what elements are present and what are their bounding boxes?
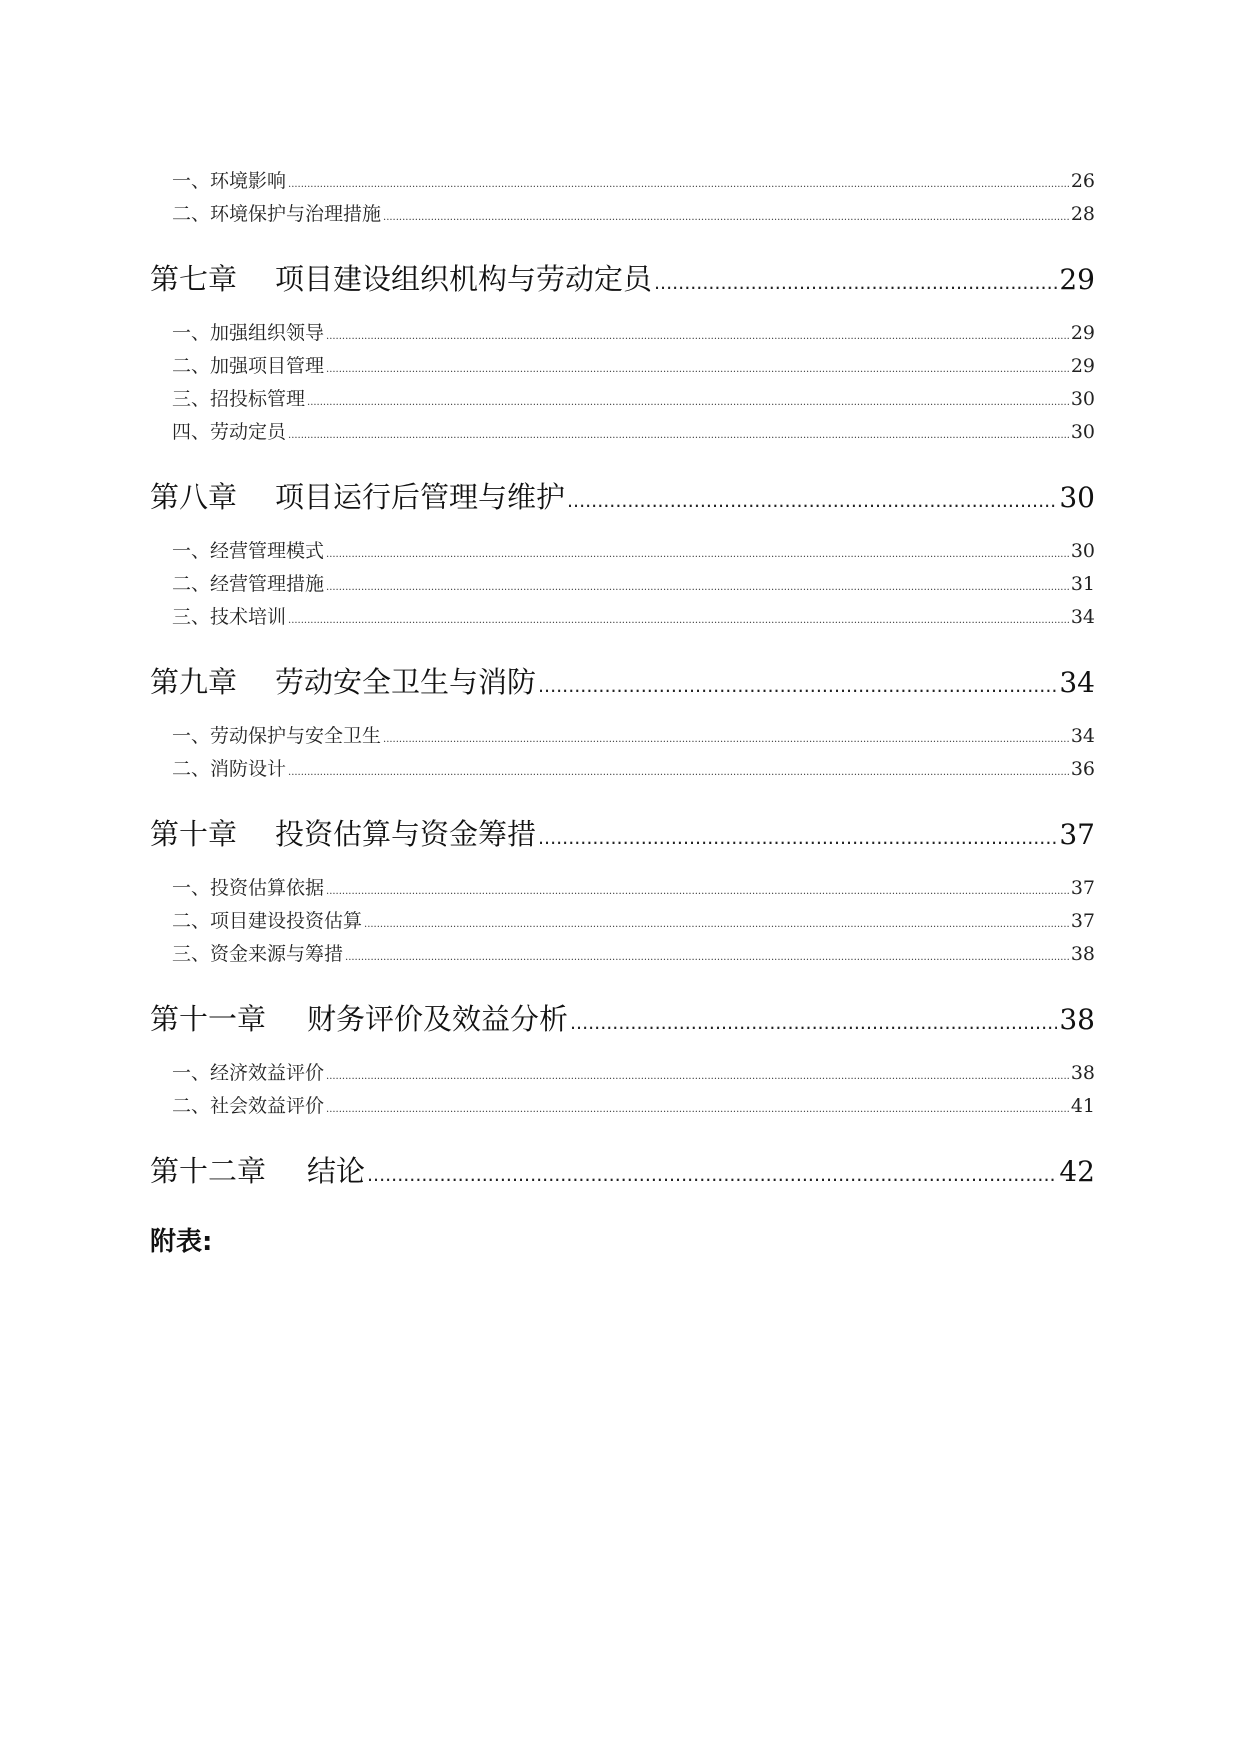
- toc-chapter-page: 37: [1059, 818, 1095, 851]
- toc-chapter-heading: [150, 473, 565, 521]
- toc-chapter-7[interactable]: [150, 255, 1095, 303]
- toc-entry-page: 37: [1070, 910, 1095, 932]
- toc-chapter-heading: [150, 995, 568, 1043]
- toc-entry-page: 34: [1070, 725, 1095, 747]
- toc-entry[interactable]: [150, 568, 1095, 601]
- toc-entry-label: 一、经营管理模式: [172, 540, 325, 562]
- toc-entry-page: 30: [1070, 540, 1095, 562]
- appendix-heading: 附表:: [150, 1227, 213, 1257]
- toc-chapter-page: 42: [1059, 1155, 1095, 1188]
- toc-chapter-number: 第七章: [150, 262, 238, 296]
- toc-chapter-9[interactable]: [150, 658, 1095, 706]
- toc-entry-page: 29: [1070, 355, 1095, 377]
- toc-leader-dots: [383, 201, 1069, 234]
- toc-leader-dots: [364, 908, 1069, 941]
- toc-entry[interactable]: [150, 535, 1095, 568]
- toc-entry-label: 二、环境保护与治理措施: [172, 203, 382, 225]
- toc-chapter-title: 项目运行后管理与维护: [275, 480, 566, 514]
- toc-entry[interactable]: [150, 165, 1095, 198]
- toc-entry[interactable]: [150, 1057, 1095, 1090]
- toc-entry[interactable]: [150, 1090, 1095, 1123]
- toc-chapter-page: 30: [1059, 481, 1095, 514]
- toc-entry-label: 二、项目建设投资估算: [172, 910, 363, 932]
- toc-entry-page: 41: [1070, 1095, 1095, 1117]
- toc-leader-dots: [654, 259, 1057, 307]
- toc-chapter-heading: [150, 810, 536, 858]
- toc-leader-dots: [326, 1093, 1069, 1126]
- toc-entry[interactable]: [150, 317, 1095, 350]
- toc-entry-label: 二、经营管理措施: [172, 573, 325, 595]
- toc-leader-dots: [538, 814, 1057, 862]
- toc-chapter-number: 第八章: [150, 480, 238, 514]
- toc-entry[interactable]: [150, 198, 1095, 231]
- toc-entry[interactable]: [150, 753, 1095, 786]
- toc-chapter-number: 第十二章: [150, 1154, 267, 1188]
- toc-entry[interactable]: [150, 905, 1095, 938]
- toc-entry-label: 一、加强组织领导: [172, 322, 325, 344]
- toc-leader-dots: [367, 1151, 1057, 1199]
- toc-chapter-page: 29: [1059, 263, 1095, 296]
- toc-entry-page: 28: [1070, 203, 1095, 225]
- toc-leader-dots: [307, 386, 1069, 419]
- toc-chapter-heading: [150, 255, 652, 303]
- toc-chapter-heading: [150, 1147, 365, 1195]
- toc-leader-dots: [288, 168, 1069, 201]
- toc-chapter-page: 38: [1059, 1003, 1095, 1036]
- toc-entry-page: 38: [1070, 943, 1095, 965]
- toc-entry-label: 四、劳动定员: [172, 421, 287, 443]
- toc-entry-label: 一、经济效益评价: [172, 1062, 325, 1084]
- toc-entry-page: 34: [1070, 606, 1095, 628]
- toc-entry-label: 三、资金来源与筹措: [172, 943, 344, 965]
- toc-entry-page: 30: [1070, 388, 1095, 410]
- toc-chapter-page: 34: [1059, 666, 1095, 699]
- toc-leader-dots: [326, 571, 1069, 604]
- toc-leader-dots: [326, 353, 1069, 386]
- toc-leader-dots: [288, 604, 1069, 637]
- toc-chapter-title: 项目建设组织机构与劳动定员: [275, 262, 653, 296]
- toc-leader-dots: [326, 320, 1069, 353]
- toc-leader-dots: [567, 477, 1057, 525]
- toc-chapter-title: 结论: [307, 1154, 366, 1188]
- toc-chapter-11[interactable]: [150, 995, 1095, 1043]
- toc-leader-dots: [383, 723, 1069, 756]
- toc-entry-label: 一、投资估算依据: [172, 877, 325, 899]
- toc-entry-page: 31: [1070, 573, 1095, 595]
- toc-entry-label: 三、招投标管理: [172, 388, 306, 410]
- toc-leader-dots: [288, 419, 1069, 452]
- toc-entry-page: 37: [1070, 877, 1095, 899]
- toc-entry-label: 一、劳动保护与安全卫生: [172, 725, 382, 747]
- toc-leader-dots: [345, 941, 1069, 974]
- toc-entry-label: 三、技术培训: [172, 606, 287, 628]
- toc-leader-dots: [288, 756, 1069, 789]
- toc-chapter-title: 财务评价及效益分析: [307, 1002, 569, 1036]
- toc-chapter-title: 劳动安全卫生与消防: [275, 665, 537, 699]
- table-of-contents: [150, 165, 1095, 1258]
- toc-entry[interactable]: [150, 416, 1095, 449]
- toc-chapter-12[interactable]: [150, 1147, 1095, 1195]
- toc-entry-label: 二、消防设计: [172, 758, 287, 780]
- toc-leader-dots: [326, 875, 1069, 908]
- toc-entry[interactable]: [150, 872, 1095, 905]
- toc-entry-page: 30: [1070, 421, 1095, 443]
- toc-leader-dots: [326, 1060, 1069, 1093]
- toc-entry[interactable]: [150, 720, 1095, 753]
- toc-chapter-10[interactable]: [150, 810, 1095, 858]
- toc-entry-page: 36: [1070, 758, 1095, 780]
- toc-chapter-number: 第十一章: [150, 1002, 267, 1036]
- toc-entry-page: 26: [1070, 170, 1095, 192]
- toc-entry[interactable]: [150, 350, 1095, 383]
- toc-chapter-number: 第十章: [150, 817, 238, 851]
- toc-entry[interactable]: [150, 938, 1095, 971]
- toc-chapter-title: 投资估算与资金筹措: [275, 817, 537, 851]
- toc-entry-label: 一、环境影响: [172, 170, 287, 192]
- toc-entry-page: 29: [1070, 322, 1095, 344]
- toc-entry-label: 二、加强项目管理: [172, 355, 325, 377]
- toc-leader-dots: [538, 662, 1057, 710]
- toc-leader-dots: [570, 999, 1057, 1047]
- toc-entry[interactable]: [150, 601, 1095, 634]
- toc-chapter-number: 第九章: [150, 665, 238, 699]
- toc-entry-label: 二、社会效益评价: [172, 1095, 325, 1117]
- toc-chapter-heading: [150, 658, 536, 706]
- toc-leader-dots: [326, 538, 1069, 571]
- toc-entry[interactable]: [150, 383, 1095, 416]
- toc-entry-page: 38: [1070, 1062, 1095, 1084]
- toc-chapter-8[interactable]: [150, 473, 1095, 521]
